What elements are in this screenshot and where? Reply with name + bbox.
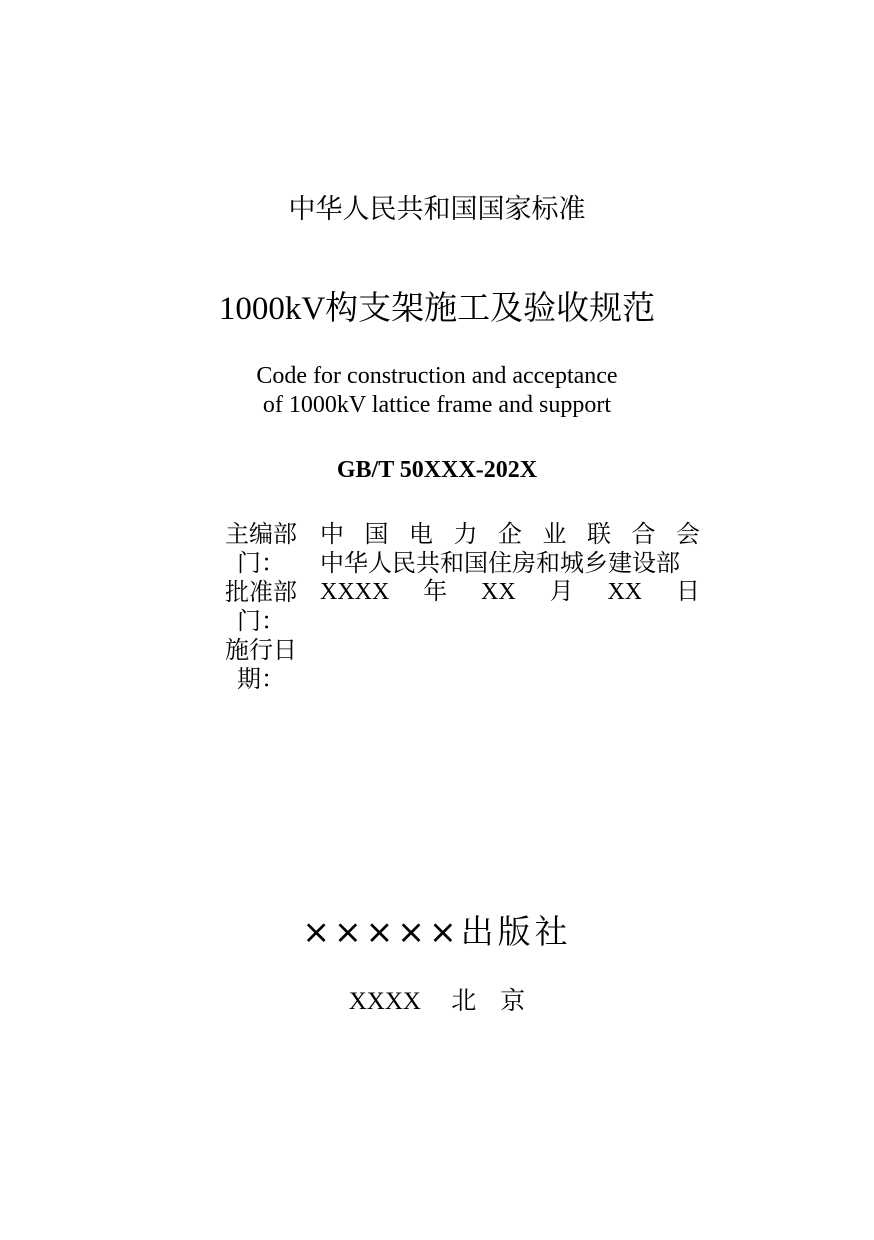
publisher-name: ×××××出版社 [302, 912, 572, 951]
date-day: XX [607, 579, 643, 605]
title-english-line-1: Code for construction and acceptance [256, 363, 618, 389]
date-month: XX [481, 579, 516, 605]
national-standard-heading: 中华人民共和国国家标准 [288, 194, 586, 225]
date-month-unit: 月 [549, 579, 574, 605]
editor-char: 力 [453, 520, 478, 548]
approval-department-text: 中华人民共和国住房和城乡建设部 [320, 549, 680, 577]
place-city-char: 京 [500, 988, 526, 1015]
publication-place [0, 986, 874, 1018]
place-prefix: XXXX [348, 988, 421, 1015]
editor-char: 电 [409, 520, 433, 548]
editor-char: 联 [587, 520, 611, 548]
editor-char: 会 [676, 520, 700, 548]
editor-department-label: 主编部门： [225, 520, 297, 577]
title-english-line-2: of 1000kV lattice frame and support [262, 392, 612, 418]
editor-char: 企 [498, 520, 522, 548]
standard-title-english [0, 362, 874, 420]
date-year: XXXX [320, 579, 390, 605]
date-year-unit: 年 [423, 579, 448, 605]
approval-department-label: 批准部门： [225, 578, 297, 635]
approval-department-value [320, 549, 700, 578]
place-city-char: 北 [451, 988, 477, 1015]
editor-char: 业 [542, 520, 567, 548]
standard-code: GB/T 50XXX-202X [336, 457, 538, 483]
standard-title-chinese: 1000kV构支架施工及验收规范 [218, 291, 656, 327]
date-day-unit: 日 [675, 579, 700, 605]
editor-char: 中 [320, 520, 344, 548]
editor-char: 国 [364, 520, 389, 548]
editor-department-value [320, 520, 700, 549]
effective-date-value [320, 578, 700, 607]
editor-char: 合 [631, 520, 656, 548]
effective-date-label: 施行日期： [225, 636, 297, 693]
